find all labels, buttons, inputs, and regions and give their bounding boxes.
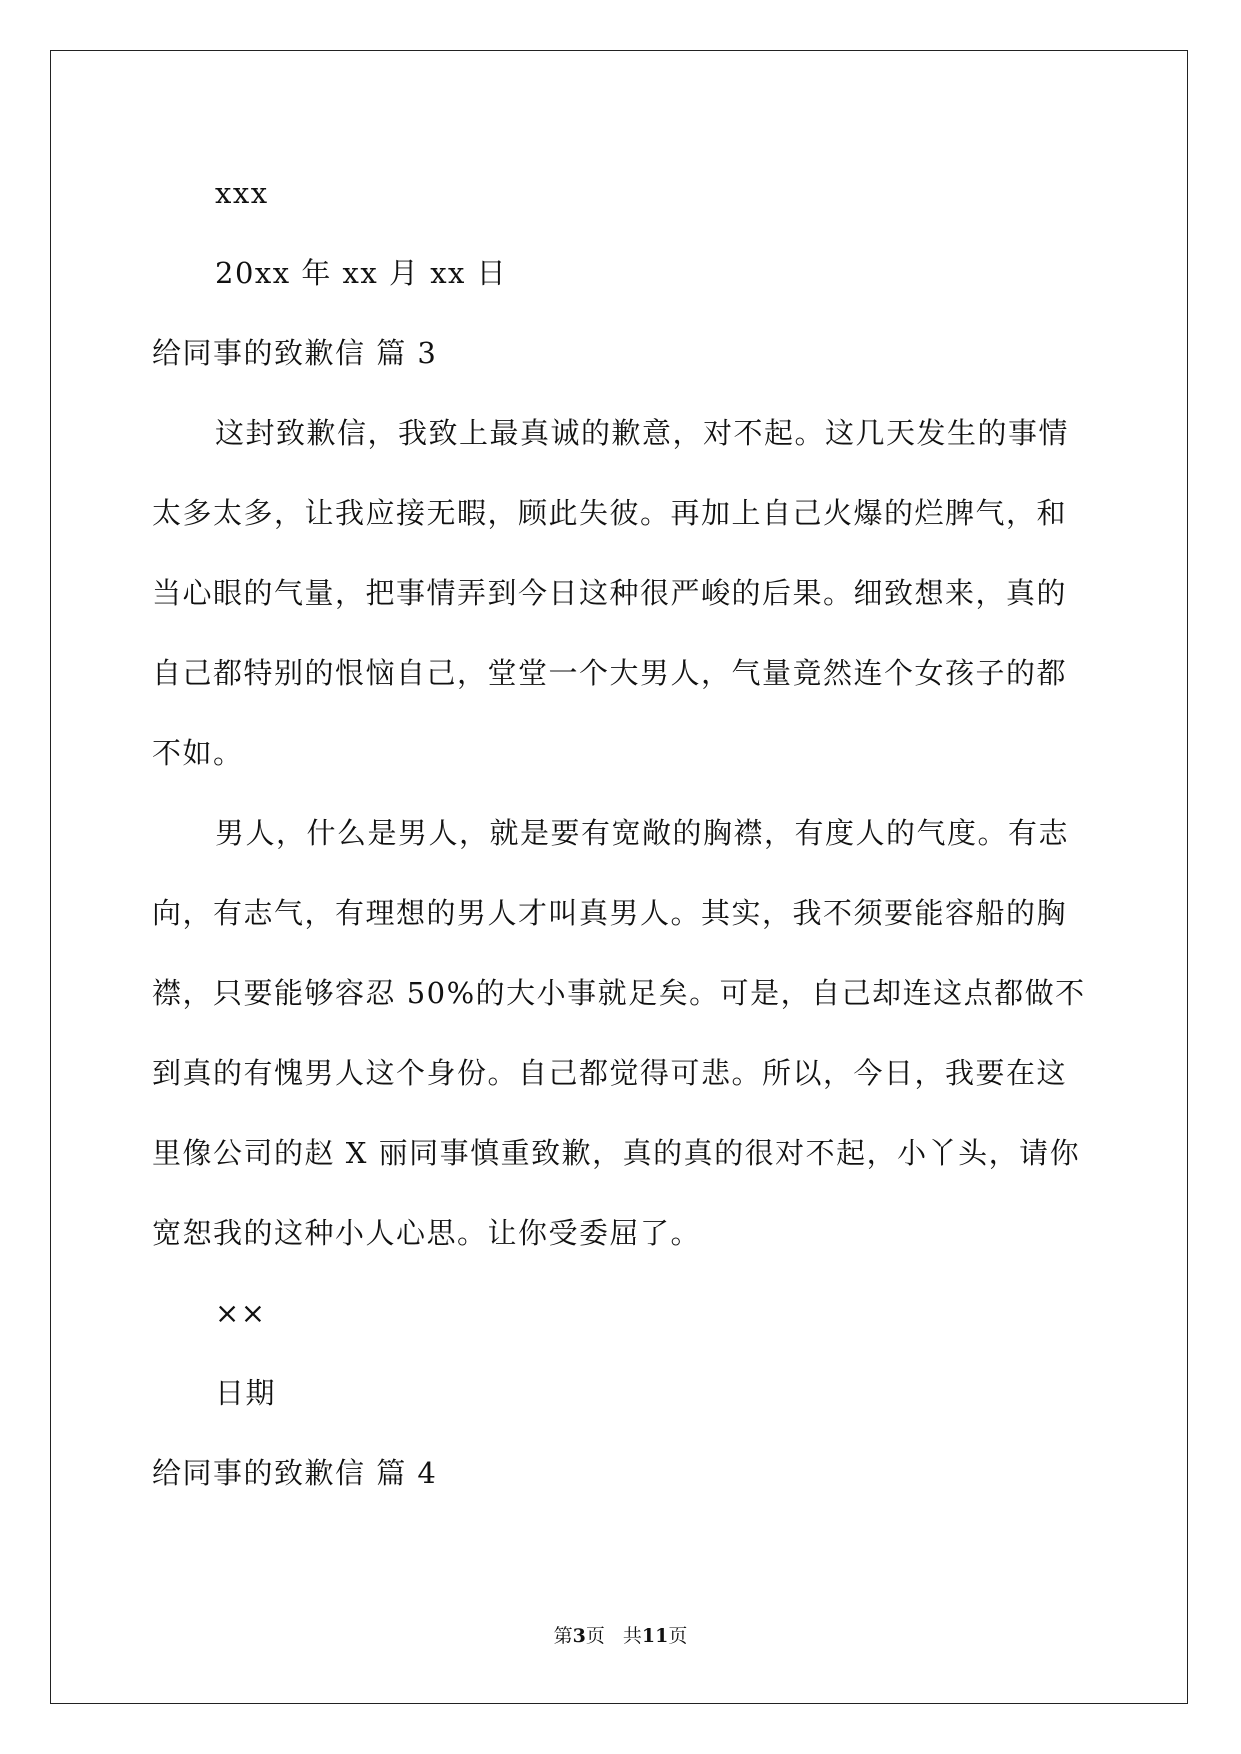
paragraph-line: 不如。 [152, 736, 244, 770]
paragraph-line: 男人，什么是男人，就是要有宽敞的胸襟，有度人的气度。有志 [215, 816, 1070, 850]
total-pages: 11 [641, 1625, 669, 1647]
page-footer [0, 1624, 1241, 1648]
paragraph-line: 自己都特别的恨恼自己，堂堂一个大男人，气量竟然连个女孩子的都 [152, 656, 1068, 690]
footer-prefix: 第 [553, 1625, 573, 1647]
paragraph-line: 襟，只要能够容忍 50%的大小事就足矣。可是，自己却连这点都做不 [152, 976, 1086, 1010]
paragraph-line: 向，有志气，有理想的男人才叫真男人。其实，我不须要能容船的胸 [152, 896, 1068, 930]
paragraph-line: 当心眼的气量，把事情弄到今日这种很严峻的后果。细致想来，真的 [152, 576, 1068, 610]
footer-total-prefix: 共 [622, 1625, 642, 1647]
signature-date: 20xx 年 xx 月 xx 日 [215, 256, 508, 290]
footer-total-unit: 页 [668, 1625, 688, 1647]
footer-page-unit: 页 [585, 1625, 605, 1647]
signature-name: ×× [215, 1296, 267, 1330]
paragraph-line: 到真的有愧男人这个身份。自己都觉得可悲。所以，今日，我要在这 [152, 1056, 1068, 1090]
paragraph-line: 这封致歉信，我致上最真诚的歉意，对不起。这几天发生的事情 [215, 416, 1070, 450]
section-heading-3: 给同事的致歉信 篇 3 [152, 336, 438, 370]
signature-name: xxx [215, 176, 269, 210]
page-number: 3 [572, 1625, 586, 1647]
signature-date: 日期 [215, 1376, 277, 1410]
section-heading-4: 给同事的致歉信 篇 4 [152, 1456, 438, 1490]
paragraph-line: 太多太多，让我应接无暇，顾此失彼。再加上自己火爆的烂脾气，和 [152, 496, 1068, 530]
paragraph-line: 里像公司的赵 X 丽同事慎重致歉，真的真的很对不起，小丫头，请你 [152, 1136, 1081, 1170]
paragraph-line: 宽恕我的这种小人心思。让你受委屈了。 [152, 1216, 702, 1250]
